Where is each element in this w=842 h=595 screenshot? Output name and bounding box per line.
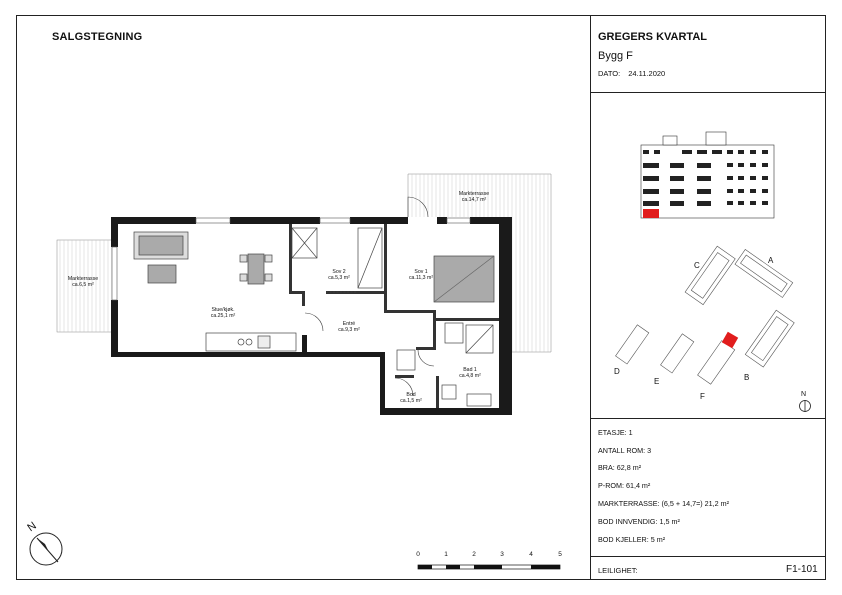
building-name: Bygg F [598,50,633,62]
info-p-rom: P-ROM: 61,4 m² [598,481,651,490]
unit-value: F1-101 [786,564,818,575]
sheet-title: SALGSTEGNING [52,31,143,43]
room-area: ca.6,5 m² [72,282,94,289]
info-bod-kjeller: BOD KJELLER: 5 m² [598,535,666,544]
date-label: DATO: [598,69,621,78]
room-name: Markterrasse [67,276,99,282]
site-north-label: N [801,391,807,398]
room-area: ca.11,3 m² [408,275,434,282]
room-name: Entré [342,321,356,327]
date-value: 24.11.2020 [628,69,666,78]
info-bod-innvendig: BOD INNVENDIG: 1,5 m² [598,517,680,526]
room-area: ca.25,1 m² [210,313,236,320]
info-antall-rom: ANTALL ROM: 3 [598,446,652,455]
room-area: ca.1,5 m² [400,398,422,405]
site-label-c: C [694,261,700,270]
info-markterrasse: MARKTERRASSE: (6,5 + 14,7=) 21,2 m² [598,499,730,508]
site-label-e: E [654,377,660,386]
info-etasje: ETASJE: 1 [598,428,633,437]
project-name: GREGERS KVARTAL [598,31,707,43]
room-area: ca.9,3 m² [338,327,360,334]
scale-tick-3: 3 [500,551,504,558]
site-label-d: D [614,367,620,376]
room-area: ca.14,7 m² [461,197,487,204]
scale-tick-0: 0 [416,551,420,558]
compass-label: N [25,519,39,535]
scale-tick-1: 1 [444,551,448,558]
room-name: Stue/kjøk. [211,307,235,313]
unit-label: LEILIGHET: [598,566,638,575]
scale-tick-5: 5 [558,551,562,558]
room-name: Bad 1 [463,367,477,373]
scale-tick-2: 2 [472,551,476,558]
room-name: Sov 2 [332,269,346,275]
room-name: Bod [406,392,416,398]
site-label-a: A [768,256,774,265]
scale-bar-graphic [418,565,560,569]
site-label-f: F [700,392,705,401]
scale-tick-4: 4 [529,551,533,558]
room-area: ca.4,8 m² [459,373,481,380]
site-label-b: B [744,373,750,382]
room-name: Sov 1 [414,269,428,275]
room-area: ca.5,3 m² [328,275,350,282]
info-bra: BRA: 62,8 m² [598,463,642,472]
room-name: Markterrasse [458,191,490,197]
